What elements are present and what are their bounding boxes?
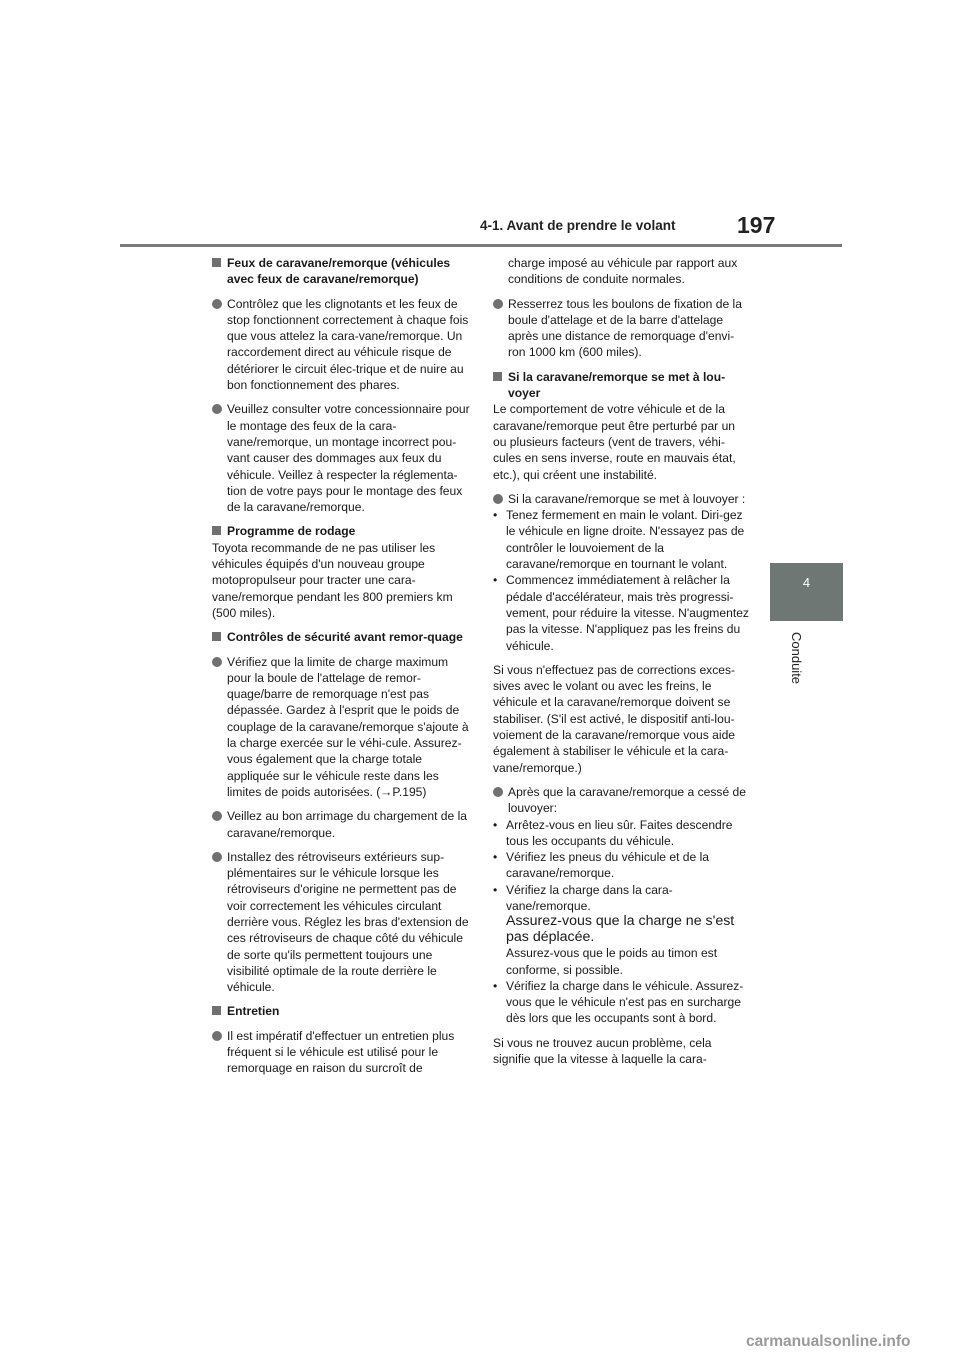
circle-bullet-icon xyxy=(212,852,222,862)
bullet-item xyxy=(212,654,470,801)
circle-bullet-icon xyxy=(212,404,222,414)
header-divider xyxy=(120,244,842,247)
circle-bullet-icon xyxy=(493,299,503,309)
heading-maintenance xyxy=(212,1003,470,1019)
bullet-item xyxy=(212,808,470,841)
bullet-text: Veuillez consulter votre concessionnaire pour le montage des feux de la cara-vane/remorque, un montage incorrect pou-vant causer des dommages aux feux du véhicule. Veillez à respecter la réglementa-tion de votre pays pour le montage des feux de la caravane/remorque. xyxy=(227,402,470,515)
bullet-item xyxy=(493,784,751,817)
circle-bullet-icon xyxy=(212,811,222,821)
sub-item xyxy=(493,882,751,978)
watermark: carmanualsonline.info xyxy=(746,1333,911,1350)
paragraph: Si vous n'effectuez pas de corrections exces-sives avec le volant ou avec les freins, le véhicule et la caravane/remorque doivent se stabiliser. (S'il est activé, le dispositif anti-lou-voiement de la caravane/remorque vous aide également à stabiliser le véhicule et la cara-vane/remorque.) xyxy=(493,662,736,775)
dot-bullet: • xyxy=(493,882,498,897)
heading-text: Si la caravane/remorque se met à lou-voyer xyxy=(508,369,726,401)
heading-trailer-lights xyxy=(212,255,470,288)
bullet-item xyxy=(212,1028,470,1077)
sub-item xyxy=(493,817,751,850)
bullet-text: Vérifiez que la limite de charge maximum pour la boule de l'attelage de remor-quage/barre de remorquage n'est pas dépassée. Gardez à l'esprit que le poids de couplage de la caravane/remorque s'ajoute à la charge exercée sur le véhi-cule. Assurez-vous également que la charge totale appliquée sur le véhicule reste dans les limites de poids autorisées. (→P.195) xyxy=(227,654,469,799)
sub-item-text: Tenez fermement en main le volant. Diri-gez le véhicule en ligne droite. N'essayez pas de contrôler le louvoiement de la caravane/remorque en tournant le volant. xyxy=(506,508,745,572)
bullet-text: Installez des rétroviseurs extérieurs sup-plémentaires sur le véhicule lorsque les rétroviseurs d'origine ne permettent pas de voir correctement les véhicules circulant derrière vous. Réglez les bras d'extension de ces rétroviseurs de chaque côté du véhicule de sorte qu'ils permettent toujours une visibilité optimale de la route derrière le véhicule. xyxy=(227,849,469,995)
bullet-text: Contrôlez que les clignotants et les feux de stop fonctionnent correctement à chaque fois que vous attelez la cara-vane/remorque. Un raccordement direct au véhicule risque de détériorer le circuit élec-trique et de nuire au bon fonctionnement des phares. xyxy=(227,296,469,393)
heading-text: Programme de rodage xyxy=(227,524,356,539)
circle-bullet-icon xyxy=(212,1031,222,1041)
paragraph: Toyota recommande de ne pas utiliser les véhicules équipés d'un nouveau groupe motopropulseur pour tracter une cara-vane/remorque pendant les 800 premiers km (500 miles). xyxy=(212,540,453,620)
bullet-text: Après que la caravane/remorque a cessé de louvoyer: xyxy=(508,784,746,816)
page-number: 197 xyxy=(737,212,776,238)
bullet-item xyxy=(212,849,470,996)
bullet-text: Veillez au bon arrimage du chargement de la caravane/remorque. xyxy=(227,809,468,840)
sub-item-text: Vérifiez la charge dans le véhicule. Assurez-vous que le véhicule n'est pas en surcharge dès lors que les occupants sont à bord. xyxy=(506,978,744,1026)
sub-item-emphasis: Assurez-vous que la charge ne s'est pas déplacée. xyxy=(506,913,735,945)
circle-bullet-icon xyxy=(212,657,222,667)
sub-item xyxy=(493,849,751,882)
bullet-text: charge imposé au véhicule par rapport aux conditions de conduite normales. xyxy=(508,256,738,287)
dot-bullet: • xyxy=(493,978,498,993)
bullet-continuation xyxy=(493,255,751,288)
bullet-text: Si la caravane/remorque se met à louvoyer : xyxy=(508,491,746,506)
heading-text: Feux de caravane/remorque (véhicules avec feux de caravane/remorque) xyxy=(227,256,451,287)
bullet-text: Il est impératif d'effectuer un entretien plus fréquent si le véhicule est utilisé pour le remorquage en raison du surcroît de xyxy=(227,1028,455,1076)
dot-bullet: • xyxy=(493,817,498,832)
circle-bullet-icon xyxy=(493,787,503,797)
chapter-label: Conduite xyxy=(789,632,804,685)
sub-item-text: Vérifiez les pneus du véhicule et de la caravane/remorque. xyxy=(506,850,710,881)
heading-text: Entretien xyxy=(227,1004,280,1019)
chapter-number: 4 xyxy=(802,575,811,590)
square-bullet-icon xyxy=(212,526,221,535)
paragraph: Le comportement de votre véhicule et de la caravane/remorque peut être perturbé par un ou plusieurs facteurs (vent de travers, véhi-cules en sens inverse, route en mauvais état, etc.), qui créent une instabilité. xyxy=(493,402,736,482)
square-bullet-icon xyxy=(493,372,502,381)
right-column xyxy=(493,255,751,1075)
section-title: 4-1. Avant de prendre le volant xyxy=(480,218,676,233)
heading-text: Contrôles de sécurité avant remor-quage xyxy=(227,630,463,645)
square-bullet-icon xyxy=(212,258,221,267)
bullet-item xyxy=(493,491,751,507)
square-bullet-icon xyxy=(212,1006,221,1015)
sub-item-text: Commencez immédiatement à relâcher la pédale d'accélérateur, mais très progressi-vement, pour réduire la vitesse. N'augmentez pas la vitesse. N'appliquez pas les freins du véhicule. xyxy=(506,573,749,653)
bullet-item xyxy=(493,296,751,361)
chapter-tab xyxy=(770,563,843,621)
dot-bullet: • xyxy=(493,573,498,588)
heading-safety-checks xyxy=(212,629,470,645)
sub-item xyxy=(493,507,751,572)
sub-item xyxy=(493,572,751,653)
bullet-text: Resserrez tous les boulons de fixation de la boule d'attelage et de la barre d'attelage après une distance de remorquage d'envi-ron 1000 km (600 miles). xyxy=(508,296,742,360)
circle-bullet-icon xyxy=(493,494,503,504)
bullet-item xyxy=(212,296,470,394)
heading-sway xyxy=(493,369,751,402)
sub-item-text: Assurez-vous que le poids au timon est conforme, si possible. xyxy=(506,946,718,977)
paragraph: Si vous ne trouvez aucun problème, cela signifie que la vitesse à laquelle la cara- xyxy=(493,1035,712,1067)
sub-item xyxy=(493,978,751,1027)
sub-item-text: Arrêtez-vous en lieu sûr. Faites descendre tous les occupants du véhicule. xyxy=(506,817,733,848)
left-column xyxy=(212,255,470,1085)
sub-item-text: Vérifiez la charge dans la cara-vane/remorque. xyxy=(506,882,673,913)
heading-break-in xyxy=(212,523,470,539)
dot-bullet: • xyxy=(493,850,498,865)
circle-bullet-icon xyxy=(212,299,222,309)
bullet-item xyxy=(212,401,470,515)
dot-bullet: • xyxy=(493,508,498,523)
square-bullet-icon xyxy=(212,632,221,641)
